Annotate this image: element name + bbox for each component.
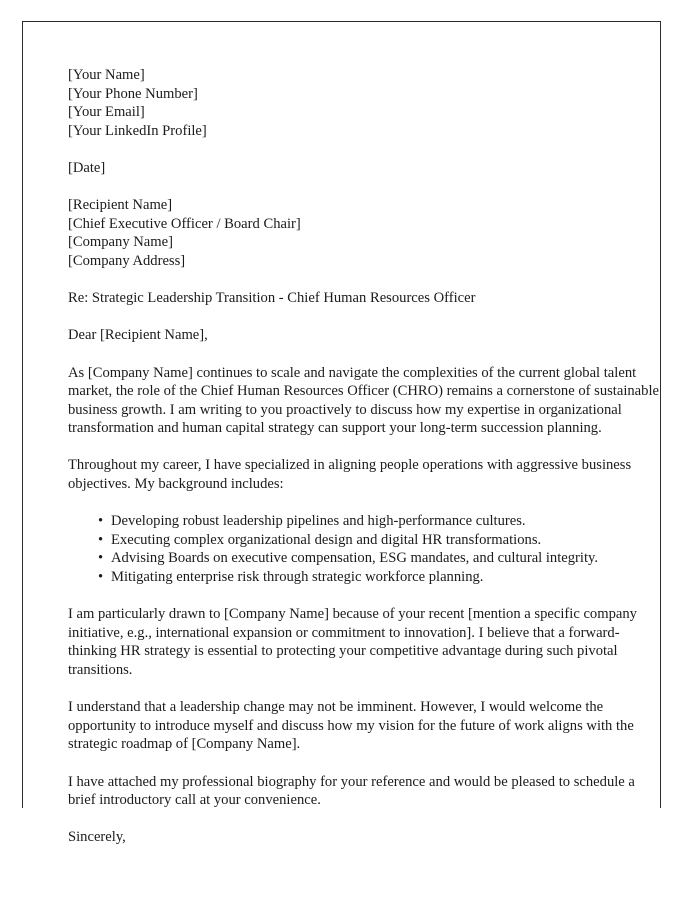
list-item	[68, 531, 660, 550]
recipient-title: [Chief Executive Officer / Board Chair]	[68, 215, 301, 232]
sender-name: [Your Name]	[68, 67, 145, 83]
bullet-icon: •	[98, 531, 104, 548]
body-paragraph-5: I have attached my professional biography for your reference and would be pleased to schedule a brief introductory call at your convenience.	[68, 773, 635, 809]
list-item	[68, 512, 660, 531]
body-paragraph-1: As [Company Name] continues to scale and navigate the complexities of the current global talent market, the role of the Chief Human Resources Officer (CHRO) remains a cornerstone of sustainable business growth. I am writing to you proactively to discuss how my expertise in organizational transformation and human capital strategy can support your long-term succession planning.	[68, 364, 659, 437]
bullet-icon: •	[98, 569, 104, 586]
sender-contact-block	[68, 66, 660, 140]
list-item	[68, 568, 660, 587]
date-block	[68, 159, 660, 178]
date-line: [Date]	[68, 159, 106, 176]
body-paragraph-2: Throughout my career, I have specialized in aligning people operations with aggressive business objectives. My background includes:	[68, 457, 632, 493]
sender-email: [Your Email]	[68, 104, 145, 121]
sender-linkedin: [Your LinkedIn Profile]	[68, 122, 207, 139]
bullet-icon: •	[98, 550, 104, 567]
sender-phone: [Your Phone Number]	[68, 85, 198, 102]
qualifications-list	[68, 512, 660, 586]
recipient-name: [Recipient Name]	[68, 197, 173, 214]
closing-salutation: Sincerely,	[68, 829, 126, 846]
subject-line: Re: Strategic Leadership Transition - Chief Human Resources Officer	[68, 290, 476, 307]
list-item-label: Mitigating enterprise risk through strategic workforce planning.	[111, 569, 484, 586]
list-item-label: Advising Boards on executive compensation, ESG mandates, and cultural integrity.	[111, 550, 599, 567]
body-paragraph-3: I am particularly drawn to [Company Name] because of your recent [mention a specific company initiative, e.g., international expansion or commitment to innovation]. I believe that a forward-thinking HR strategy is essential to protecting your competitive advantage during such pivotal transitions.	[68, 606, 637, 678]
list-item-label: Executing complex organizational design and digital HR transformations.	[111, 531, 542, 548]
recipient-company: [Company Name]	[68, 234, 173, 251]
body-paragraph-4: I understand that a leadership change may not be imminent. However, I would welcome the opportunity to introduce myself and discuss how my vision for the future of work aligns with the strategic roadmap of [Company Name].	[68, 699, 634, 753]
document-page	[22, 21, 661, 846]
salutation: Dear [Recipient Name],	[68, 327, 208, 344]
letter-body	[68, 66, 660, 847]
recipient-address: [Company Address]	[68, 252, 186, 269]
recipient-address-block	[68, 196, 660, 270]
bullet-icon: •	[98, 513, 104, 530]
list-item	[68, 549, 660, 568]
list-item-label: Developing robust leadership pipelines and high-performance cultures.	[111, 513, 526, 530]
